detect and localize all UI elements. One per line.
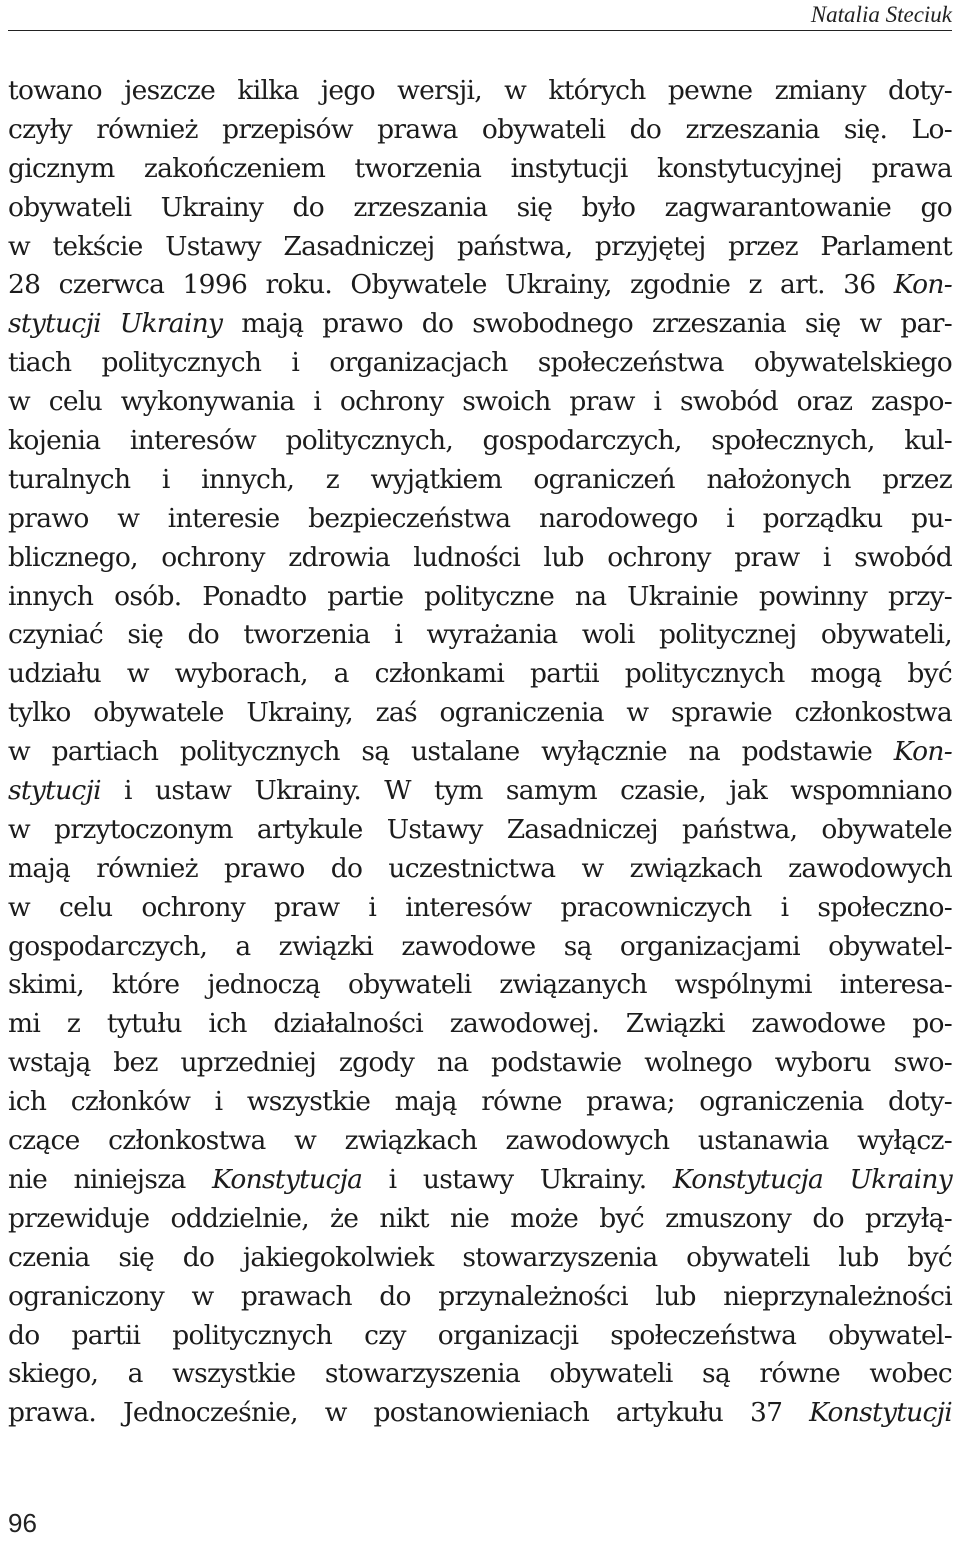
text-line [8, 72, 952, 111]
text-run: ich członków i wszystkie mają równe prawa; ograniczenia doty- [8, 1086, 952, 1118]
text-line [8, 461, 952, 500]
text-line [8, 1278, 952, 1317]
text-run: w tekście Ustawy Zasadniczej państwa, przyjętej przez Parlament [8, 230, 952, 262]
text-run: czyniać się do tworzenia i wyrażania woli politycznej obywateli, [8, 619, 952, 651]
text-line [8, 928, 952, 967]
italic-text-run: Konstytucja Ukrainy [672, 1163, 952, 1195]
text-line [8, 150, 952, 189]
text-run: w celu ochrony praw i interesów pracowniczych i społeczno- [8, 891, 952, 923]
text-line [8, 539, 952, 578]
text-line [8, 694, 952, 733]
text-run: w celu wykonywania i ochrony swoich praw i swobód oraz zaspo- [8, 386, 952, 418]
text-run: czące członkostwa w związkach zawodowych ustanawia wyłącz- [8, 1125, 952, 1157]
text-line [8, 189, 952, 228]
italic-text-run: Konstytucja [212, 1163, 363, 1195]
text-line [8, 578, 952, 617]
text-run: kojenia interesów politycznych, gospodarczych, społecznych, kul- [8, 425, 952, 457]
text-run: i ustaw Ukrainy. W tym samym czasie, jak wspomniano [100, 775, 952, 807]
text-run: turalnych i innych, z wyjątkiem ograniczeń nałożonych przez [8, 463, 952, 495]
text-line [8, 500, 952, 539]
text-run: tiach politycznych i organizacjach społeczeństwa obywatelskiego [8, 347, 952, 379]
text-line [8, 811, 952, 850]
text-run: mają również prawo do uczestnictwa w związkach zawodowych [8, 852, 952, 884]
header-rule [8, 30, 952, 31]
text-run: czenia się do jakiegokolwiek stowarzyszenia obywateli lub być [8, 1241, 952, 1273]
text-run: prawa. Jednocześnie, w postanowieniach artykułu 37 [8, 1397, 810, 1429]
text-run: mają prawo do swobodnego zrzeszania się w par- [222, 308, 952, 340]
text-run: towano jeszcze kilka jego wersji, w których pewne zmiany doty- [8, 75, 952, 106]
text-line [8, 966, 952, 1005]
text-run: obywateli Ukrainy do zrzeszania się było zagwarantowanie go [8, 191, 952, 223]
text-run: w przytoczonym artykule Ustawy Zasadniczej państwa, obywatele [8, 813, 952, 845]
page-header [0, 0, 960, 32]
text-run: tylko obywatele Ukrainy, zaś ograniczenia w sprawie członkostwa [8, 697, 952, 729]
text-run: w partiach politycznych są ustalane wyłącznie na podstawie [8, 736, 894, 768]
text-line [8, 1394, 952, 1433]
italic-text-run: stytucji [8, 775, 101, 807]
text-run: 28 czerwca 1996 roku. Obywatele Ukrainy, zgodnie z art. 36 [8, 269, 894, 301]
text-line [8, 616, 952, 655]
text-run: skimi, które jednoczą obywateli związanych wspólnymi interesa- [8, 969, 952, 1001]
text-run: prawo w interesie bezpieczeństwa narodowego i porządku pu- [8, 502, 952, 534]
body-text [8, 72, 952, 1433]
running-header-author: Natalia Steciuk [810, 2, 952, 27]
text-line [8, 266, 952, 305]
text-line [8, 889, 952, 928]
text-line [8, 733, 952, 772]
italic-text-run: Kon- [893, 269, 952, 301]
italic-text-run: Konstytucji [809, 1397, 952, 1429]
text-line [8, 422, 952, 461]
text-run: mi z tytułu ich działalności zawodowej. Związki zawodowe po- [8, 1008, 952, 1040]
text-line [8, 1044, 952, 1083]
text-line [8, 772, 952, 811]
text-run: czyły również przepisów prawa obywateli do zrzeszania się. Lo- [8, 113, 952, 145]
text-line [8, 1005, 952, 1044]
text-run: blicznego, ochrony zdrowia ludności lub ochrony praw i swobód [8, 541, 952, 573]
text-line [8, 1083, 952, 1122]
text-run: wstają bez uprzedniej zgody na podstawie wolnego wyboru swo- [8, 1047, 952, 1079]
text-run: ograniczony w prawach do przynależności lub nieprzynależności [8, 1280, 952, 1312]
text-line [8, 1317, 952, 1356]
text-line [8, 1122, 952, 1161]
text-line [8, 1355, 952, 1394]
text-line [8, 1161, 952, 1200]
italic-text-run: stytucji Ukrainy [8, 308, 223, 340]
text-line [8, 383, 952, 422]
page-number: 96 [8, 1508, 37, 1538]
text-line [8, 850, 952, 889]
text-run: gospodarczych, a związki zawodowe są organizacjami obywatel- [8, 930, 952, 962]
text-line [8, 655, 952, 694]
text-run: gicznym zakończeniem tworzenia instytucji konstytucyjnej prawa [8, 152, 952, 184]
text-run: do partii politycznych czy organizacji społeczeństwa obywatel- [8, 1319, 952, 1351]
text-line [8, 1239, 952, 1278]
text-line [8, 1200, 952, 1239]
text-line [8, 344, 952, 383]
text-run: udziału w wyborach, a członkami partii politycznych mogą być [8, 658, 952, 690]
italic-text-run: Kon- [893, 736, 952, 768]
text-run: innych osób. Ponadto partie polityczne na Ukrainie powinny przy- [8, 580, 952, 612]
text-run: nie niniejsza [8, 1163, 213, 1195]
text-run: skiego, a wszystkie stowarzyszenia obywateli są równe wobec [8, 1358, 952, 1390]
text-line [8, 111, 952, 150]
text-line [8, 305, 952, 344]
text-run: przewiduje oddzielnie, że nikt nie może być zmuszony do przyłą- [8, 1202, 952, 1234]
text-line [8, 228, 952, 267]
text-run: i ustawy Ukrainy. [362, 1163, 673, 1195]
